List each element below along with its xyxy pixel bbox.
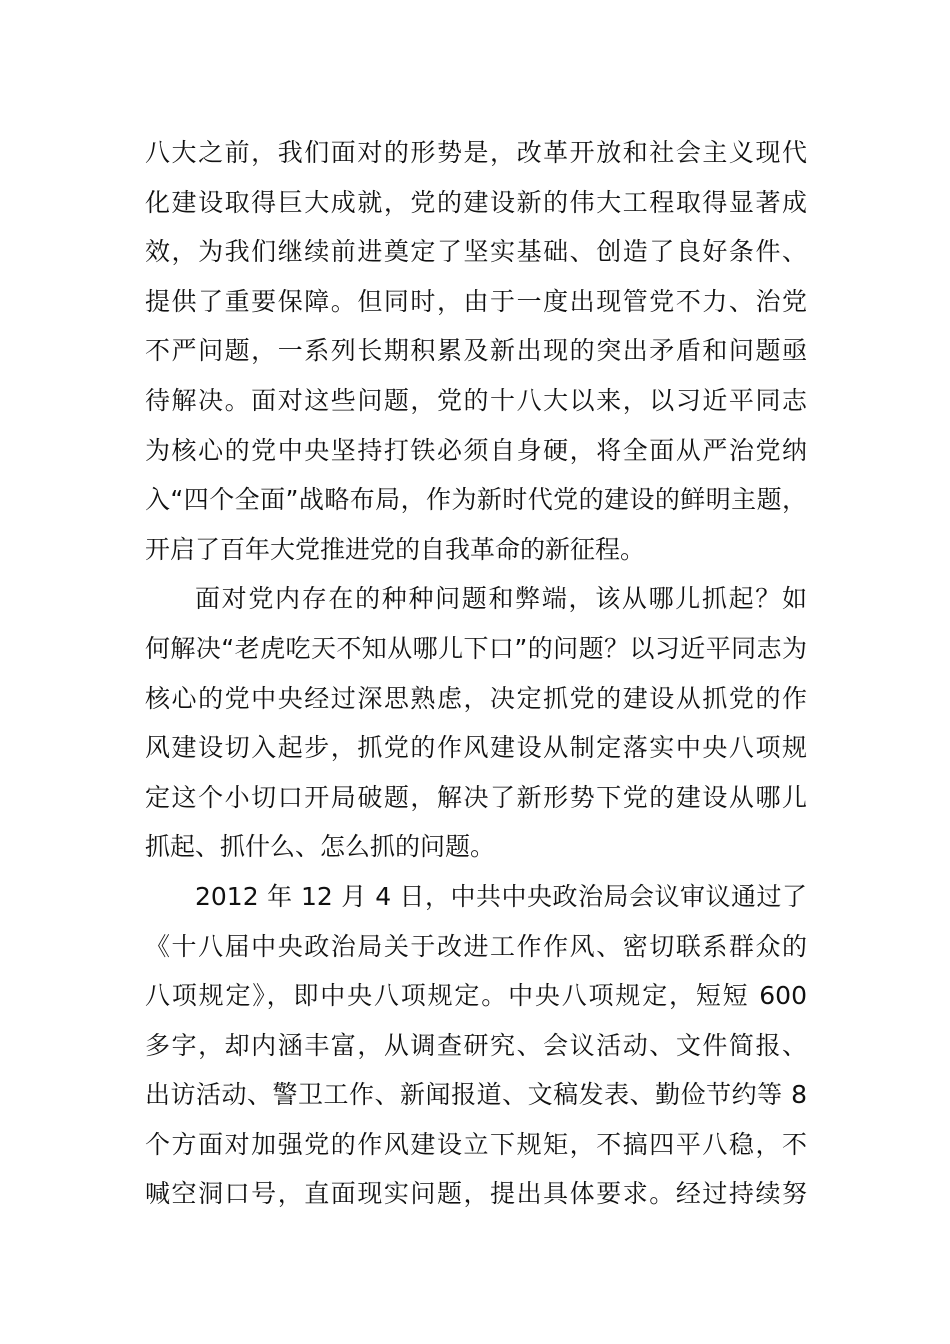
text-line: 开启了百年大党推进党的自我革命的新征程。: [145, 534, 646, 564]
text-line: 个方面对加强党的作风建设立下规矩，不搞四平八稳，不: [145, 1129, 807, 1159]
text-line: 效，为我们继续前进奠定了坚实基础、创造了良好条件、: [145, 237, 807, 267]
text-line: 何解决“老虎吃天不知从哪儿下口”的问题？以习近平同志为: [145, 633, 807, 663]
paragraph-3: [145, 872, 807, 1219]
text-line: 化建设取得巨大成就，党的建设新的伟大工程取得显著成: [145, 187, 807, 217]
text-line: 核心的党中央经过深思熟虑，决定抓党的建设从抓党的作: [145, 683, 807, 713]
paragraph-1: [145, 128, 807, 574]
text-line: 入“四个全面”战略布局，作为新时代党的建设的鲜明主题，: [145, 485, 807, 515]
text-line: 定这个小切口开局破题，解决了新形势下党的建设从哪儿: [145, 782, 807, 812]
body-text: [145, 128, 807, 1219]
text-line: 面对党内存在的种种问题和弊端，该从哪儿抓起？如: [195, 584, 807, 614]
text-line: 八项规定》，即中央八项规定。中央八项规定，短短 600: [145, 981, 807, 1011]
text-line: 提供了重要保障。但同时，由于一度出现管党不力、治党: [145, 286, 807, 316]
text-line: 《十八届中央政治局关于改进工作作风、密切联系群众的: [145, 931, 807, 961]
text-line: 抓起、抓什么、怎么抓的问题。: [145, 832, 496, 862]
text-line: 八大之前，我们面对的形势是，改革开放和社会主义现代: [145, 138, 807, 167]
text-line: 多字，却内涵丰富，从调查研究、会议活动、文件简报、: [145, 1030, 807, 1060]
text-line: 不严问题，一系列长期积累及新出现的突出矛盾和问题亟: [145, 336, 807, 366]
text-line: 喊空洞口号，直面现实问题，提出具体要求。经过持续努: [145, 1179, 807, 1209]
text-line: 2012 年 12 月 4 日，中共中央政治局会议审议通过了: [195, 881, 807, 911]
paragraph-2: [145, 574, 807, 872]
text-line: 为核心的党中央坚持打铁必须自身硬，将全面从严治党纳: [145, 435, 807, 465]
text-line: 待解决。面对这些问题，党的十八大以来，以习近平同志: [145, 385, 807, 415]
text-line: 出访活动、警卫工作、新闻报道、文稿发表、勤俭节约等 8: [145, 1080, 807, 1110]
text-line: 风建设切入起步，抓党的作风建设从制定落实中央八项规: [145, 733, 807, 763]
